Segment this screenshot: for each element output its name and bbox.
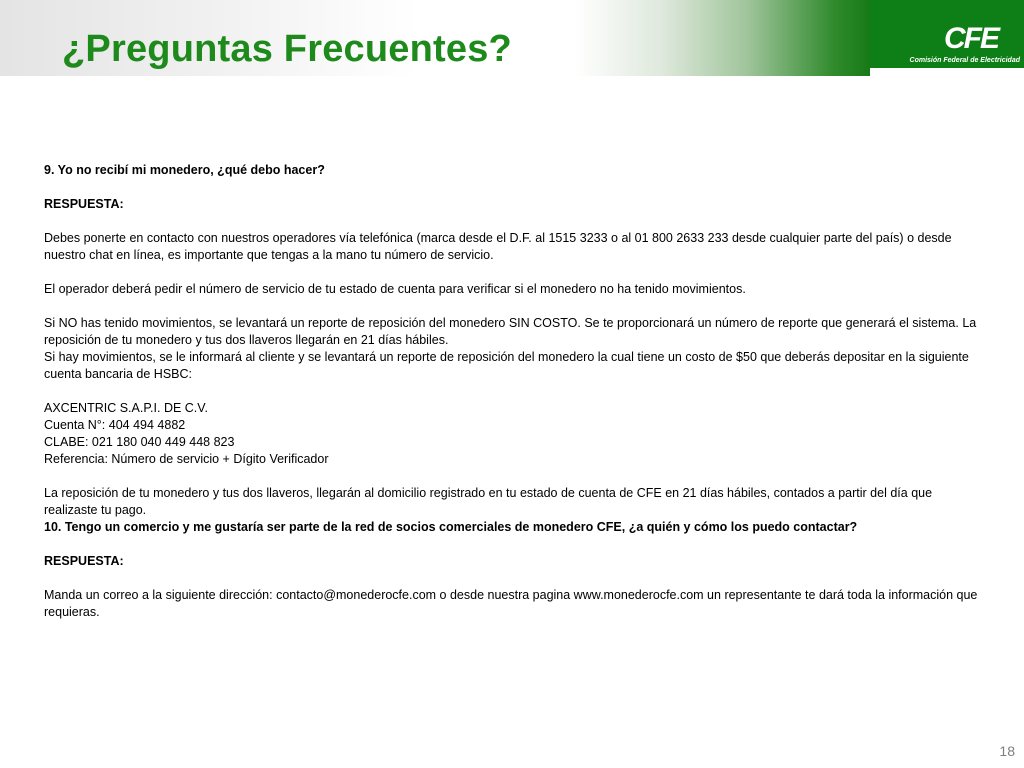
answer-9-paragraph-no-movements: Si NO has tenido movimientos, se levantará un reporte de reposición del monedero SIN COSTO. Se te proporcionará un número de reporte que generará el sistema. La reposición de tu monedero y tus dos llaveros llegarán en 21 días hábiles. — [44, 316, 977, 347]
page-number: 18 — [999, 743, 1015, 759]
answer-label-9: RESPUESTA: — [44, 197, 124, 211]
answer-9-paragraph-movements: Si hay movimientos, se le informará al cliente y se levantará un reporte de reposición del monedero la cual tiene un costo de $50 que deberás depositar en la siguiente cuenta bancaria de HSBC: — [44, 350, 969, 381]
spacer — [44, 264, 984, 281]
bank-clabe: CLABE: 021 180 040 449 448 823 — [44, 435, 235, 449]
faq-question-9: 9. Yo no recibí mi monedero, ¿qué debo hacer? — [44, 163, 325, 177]
answer-10-paragraph-contact: Manda un correo a la siguiente dirección: contacto@monederocfe.com o desde nuestra pagina www.monederocfe.com un representante te dará toda la información que requieras. — [44, 588, 978, 619]
spacer — [44, 468, 984, 485]
spacer — [44, 536, 984, 553]
answer-9-paragraph-delivery: La reposición de tu monedero y tus dos llaveros, llegarán al domicilio registrado en tu estado de cuenta de CFE en 21 días hábiles, contados a partir del día que realizaste tu pago. — [44, 486, 933, 517]
bank-account: Cuenta N°: 404 494 4882 — [44, 418, 186, 432]
spacer — [44, 179, 984, 196]
spacer — [44, 570, 984, 587]
faq-question-10: 10. Tengo un comercio y me gustaría ser parte de la red de socios comerciales de monedero CFE, ¿a quién y cómo los puedo contactar? — [44, 520, 858, 534]
spacer — [44, 213, 984, 230]
faq-content — [44, 162, 984, 621]
cfe-logo — [870, 0, 1024, 68]
answer-9-paragraph-contact: Debes ponerte en contacto con nuestros operadores vía telefónica (marca desde el D.F. al 1515 3233 o al 01 800 2633 233 desde cualquier parte del país) o desde nuestro chat en línea, es importante que tengas a la mano tu número de servicio. — [44, 231, 952, 262]
slide-title: ¿Preguntas Frecuentes? — [62, 28, 512, 70]
bank-reference: Referencia: Número de servicio + Dígito Verificador — [44, 452, 329, 466]
cfe-logo-mark: CFE — [944, 22, 998, 55]
bank-company: AXCENTRIC S.A.P.I. DE C.V. — [44, 401, 208, 415]
spacer — [44, 383, 984, 400]
answer-9-paragraph-operator: El operador deberá pedir el número de servicio de tu estado de cuenta para verificar si el monedero no ha tenido movimientos. — [44, 282, 746, 296]
cfe-logo-caption: Comisión Federal de Electricidad — [909, 57, 1020, 64]
answer-label-10: RESPUESTA: — [44, 554, 124, 568]
spacer — [44, 298, 984, 315]
